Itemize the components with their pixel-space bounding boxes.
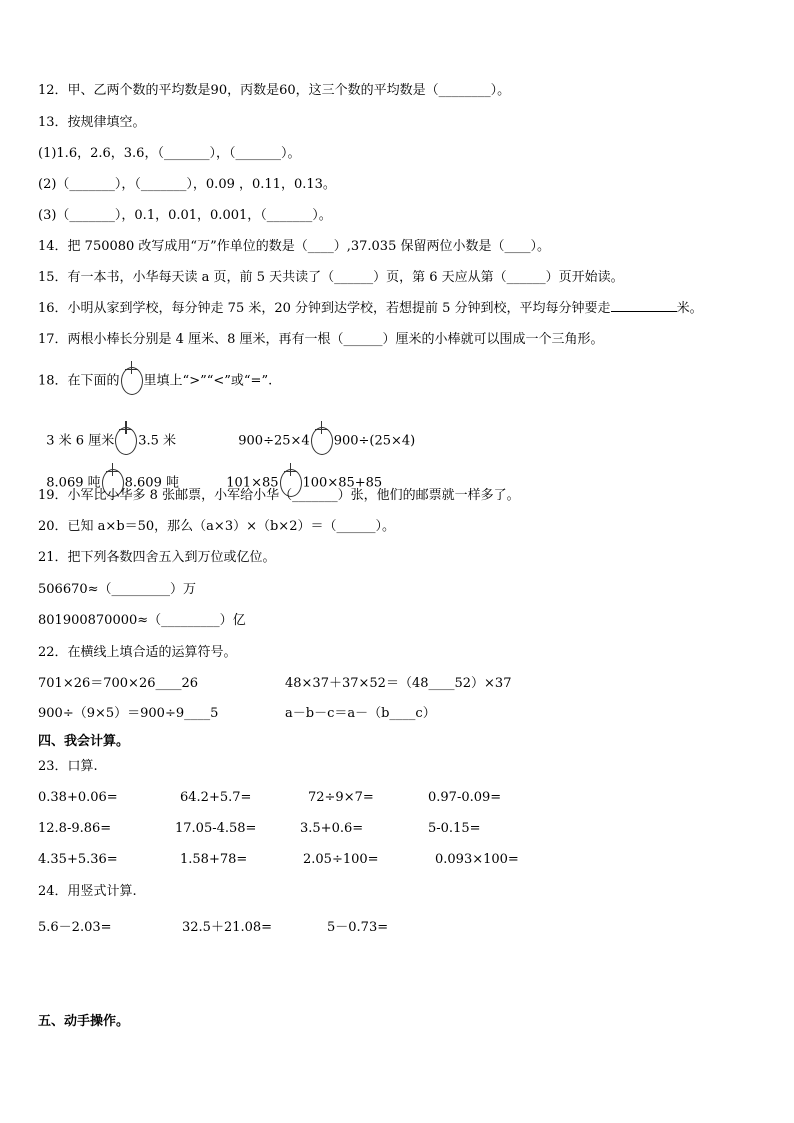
question-16: 16．小明从家到学校，每分钟走 75 米，20 分钟到达学校，若想提前 5 分钟到校，平均每分钟要走 米。	[38, 301, 703, 316]
question-24: 24．用竖式计算.	[38, 884, 137, 899]
question-18: 18．在下面的 里填上“>”“<”或“=”.	[38, 367, 272, 395]
question-22: 22．在横线上填合适的运算符号。	[38, 645, 237, 660]
q22-item-4: a－b－c＝a－（b____c）	[285, 706, 436, 721]
question-19: 19．小军比小华多 8 张邮票，小军给小华（_______）张，他们的邮票就一样多了。	[38, 488, 520, 503]
mental-calc: 5-0.15=	[428, 821, 481, 836]
vertical-calc: 5.6－2.03=	[38, 920, 112, 935]
q22-item-1: 701×26＝700×26____26	[38, 676, 199, 691]
mental-calc: 12.8-9.86=	[38, 821, 112, 836]
question-17: 17．两根小棒长分别是 4 厘米、8 厘米，再有一根（______）厘米的小棒就可以围成一个三角形。	[38, 332, 604, 347]
answer-blank	[611, 311, 677, 312]
mental-calc: 72÷9×7=	[308, 790, 374, 805]
mental-calc: 17.05-4.58=	[175, 821, 257, 836]
q22-item-3: 900÷（9×5）＝900÷9____5	[38, 706, 219, 721]
question-13-part-2: (2)（_______），（_______），0.09 ，0.11，0.13。	[38, 177, 336, 192]
mental-calc: 64.2+5.7=	[180, 790, 252, 805]
question-21-part-2: 801900870000≈（_________）亿	[38, 613, 246, 628]
question-13-part-3: (3)（_______），0.1，0.01，0.001，（_______）。	[38, 208, 332, 223]
vertical-calc: 32.5＋21.08=	[182, 920, 273, 935]
question-20: 20．已知 a×b＝50，那么（a×3）×（b×2）＝（______）。	[38, 519, 395, 534]
mental-calc: 0.093×100=	[435, 852, 519, 867]
question-12: 12．甲、乙两个数的平均数是90，丙数是60，这三个数的平均数是（________）。	[38, 83, 511, 98]
question-15: 15．有一本书，小华每天读 a 页，前 5 天共读了（______）页，第 6 天应从第（______）页开始读。	[38, 270, 624, 285]
question-23: 23．口算.	[38, 759, 98, 774]
question-21: 21．把下列各数四舍五入到万位或亿位。	[38, 550, 276, 565]
section-4-heading: 四、我会计算。	[38, 734, 130, 749]
q22-item-2: 48×37＋37×52＝（48____52）×37	[285, 676, 512, 691]
mental-calc: 4.35+5.36=	[38, 852, 118, 867]
q18-item-2: 900÷25×4 900÷(25×4)	[230, 409, 415, 455]
mental-calc: 0.97-0.09=	[428, 790, 502, 805]
compare-circle-icon	[121, 367, 143, 395]
mental-calc: 0.38+0.06=	[38, 790, 118, 805]
vertical-calc: 5－0.73=	[327, 920, 389, 935]
q18-item-3: 8.069 吨 8.609 吨	[38, 451, 179, 497]
q18-item-4: 101×85 100×85+85	[218, 451, 382, 497]
mental-calc: 1.58+78=	[180, 852, 248, 867]
question-14: 14．把 750080 改写成用“万”作单位的数是（____）,37.035 保留两位小数是（____）。	[38, 239, 550, 254]
mental-calc: 2.05÷100=	[303, 852, 379, 867]
section-5-heading: 五、动手操作。	[38, 1014, 130, 1029]
question-13: 13．按规律填空。	[38, 115, 146, 130]
q18-item-1: 3 米 6 厘米 3.5 米	[38, 409, 176, 455]
question-21-part-1: 506670≈（_________）万	[38, 582, 197, 597]
mental-calc: 3.5+0.6=	[300, 821, 364, 836]
question-13-part-1: (1)1.6，2.6，3.6，（_______），（_______）。	[38, 146, 301, 161]
